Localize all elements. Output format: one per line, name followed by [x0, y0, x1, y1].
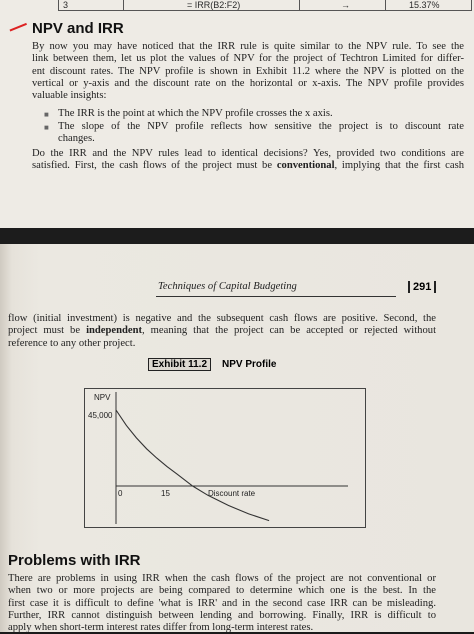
- bullet-square-icon: ■: [44, 123, 49, 132]
- table-cell-result: 15.37%: [409, 0, 440, 10]
- x-axis-label: Discount rate: [208, 489, 256, 498]
- npv-profile-chart: [84, 388, 366, 528]
- text-line: valuable insights:: [32, 90, 107, 102]
- problems-paragraph: [8, 573, 436, 634]
- text-line: project must be independent, meaning that the project can be accepted or rejected without: [8, 325, 437, 337]
- table-divider: [385, 0, 386, 10]
- text-line: flow (initial investment) is negative and the subsequent cash flows are positive. Second, the: [8, 313, 436, 324]
- text-line: reference to any other project.: [8, 337, 136, 349]
- text-line: There are problems in using IRR when the cash flows of the project are not conventional or: [8, 573, 436, 584]
- text-line: vertical or y-axis and the discount rate on the horizontal or x-axis. The NPV profile provides: [32, 77, 464, 89]
- text-line: link between them, let us plot the values of NPV for the project of Techtron Limited for differ-: [32, 53, 464, 65]
- npv-irr-paragraph: [32, 41, 464, 102]
- irr-table-row: [58, 0, 472, 11]
- text-line: ent discount rates. The NPV profile is shown in Exhibit 11.2 where the NPV is plotted on the: [32, 65, 464, 77]
- page-number: 291: [408, 281, 436, 293]
- x-tick-label: 15: [161, 489, 170, 498]
- conditions-paragraph: [32, 148, 464, 173]
- red-pen-mark: [10, 23, 29, 35]
- text-line: satisfied. First, the cash flows of the project must be conventional, implying that the first cash: [32, 160, 464, 172]
- text-line: Further, IRR cannot distinguish between lending and borrowing. Finally, IRR is difficult to: [8, 609, 436, 621]
- chart-frame: [85, 389, 366, 528]
- independence-paragraph: [8, 313, 436, 350]
- running-head-rule: [156, 296, 396, 297]
- bullet-text: The IRR is the point at which the NPV profile crosses the x axis.: [58, 108, 333, 119]
- running-head: Techniques of Capital Budgeting: [158, 281, 297, 292]
- y-axis-label: NPV: [94, 393, 111, 402]
- section-heading-problems-irr: Problems with IRR: [8, 552, 141, 569]
- upper-page: [0, 0, 474, 228]
- emphasis-text: conventional: [276, 160, 335, 172]
- arrow-icon: →: [341, 0, 350, 10]
- table-cell-formula: = IRR(B2:F2): [187, 0, 241, 10]
- npv-curve: [116, 410, 269, 521]
- page-gap: [0, 228, 474, 244]
- bullet-square-icon: ■: [44, 110, 49, 119]
- table-divider: [299, 0, 300, 10]
- emphasis-text: independent: [86, 325, 143, 337]
- section-heading-npv-irr: NPV and IRR: [32, 20, 124, 37]
- text-line: By now you may have noticed that the IRR rule is quite similar to the NPV rule. To see the: [32, 41, 464, 52]
- text-line: apply when short-term interest rates differ from long-term interest rates.: [8, 622, 314, 634]
- y-tick-label: 45,000: [88, 411, 113, 420]
- text-line: Do the IRR and the NPV rules lead to identical decisions? Yes, provided two conditions are: [32, 148, 464, 159]
- exhibit-title: NPV Profile: [222, 359, 277, 370]
- bullet-text: The slope of the NPV profile reflects how sensitive the project is to discount rate: [58, 121, 464, 132]
- text-line: first case it is difficult to define 'what is IRR' and in the second case IRR can be misleading.: [8, 597, 436, 609]
- table-divider: [123, 0, 124, 10]
- x-tick-label: 0: [118, 489, 123, 498]
- table-cell-row-number: 3: [63, 0, 69, 10]
- bullet-text: changes.: [58, 133, 95, 145]
- text-line: when two or more projects are being compared to determine which one is the best. In the: [8, 585, 436, 597]
- exhibit-label: Exhibit 11.2: [148, 358, 211, 371]
